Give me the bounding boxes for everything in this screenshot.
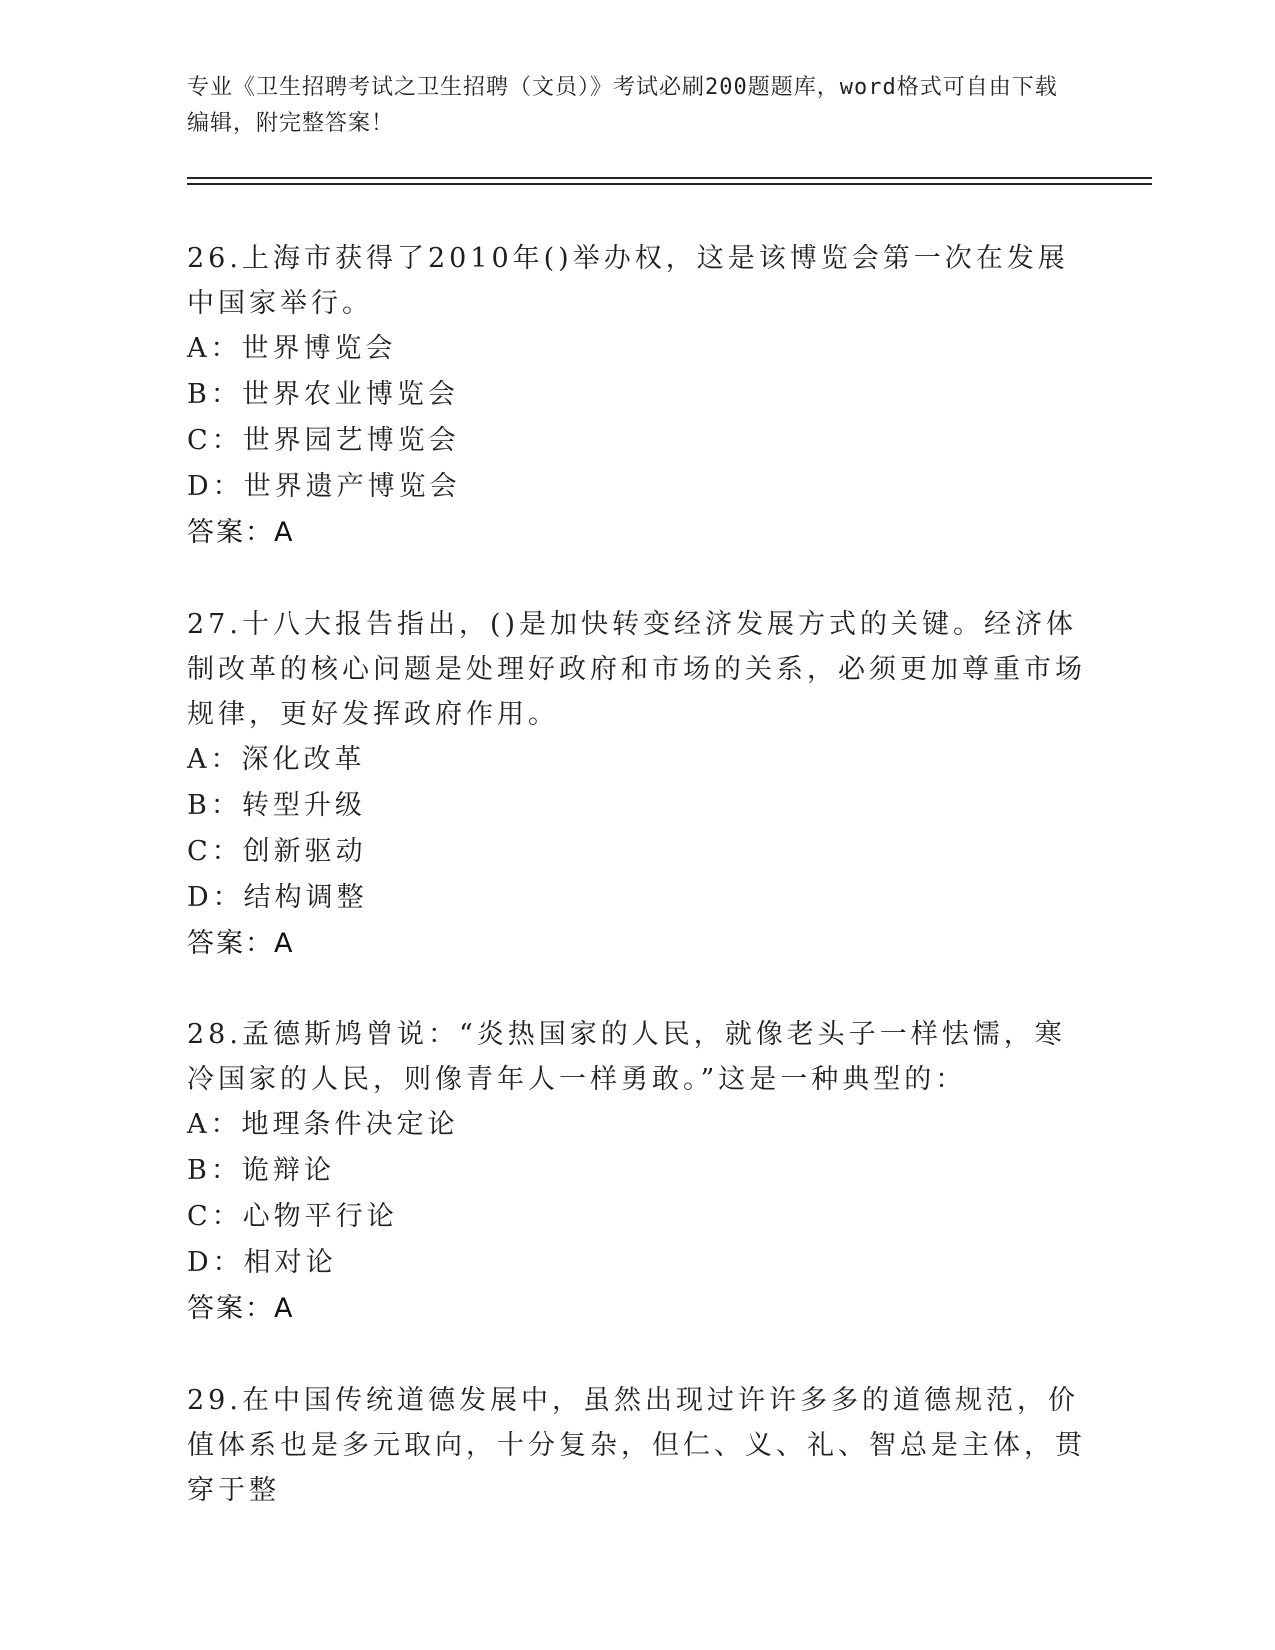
option-text: 深化改革 xyxy=(241,744,366,775)
option-separator: ： xyxy=(211,836,243,867)
question-stem: 27.十八大报告指出，()是加快转变经济发展方式的关键。经济体制改革的核心问题是处理好政府和市场的关系，必须更加尊重市场规律，更好发挥政府作用。 xyxy=(187,609,1086,730)
option-separator: ： xyxy=(211,1201,243,1232)
option-key: A xyxy=(187,1109,211,1140)
option-d xyxy=(187,1240,1087,1286)
option-separator: ： xyxy=(212,471,244,502)
question-stem: 28.孟德斯鸠曾说：“炎热国家的人民，就像老头子一样怯懦，寒冷国家的人民，则像青年人一样勇敢。”这是一种典型的： xyxy=(187,1019,1066,1095)
option-text: 世界农业博览会 xyxy=(241,379,459,410)
option-c xyxy=(187,418,1087,464)
question-stem: 29.在中国传统道德发展中，虽然出现过许许多多的道德规范，价值体系也是多元取向，十分复杂，但仁、义、礼、智总是主体，贯穿于整 xyxy=(187,1385,1086,1506)
option-key: B xyxy=(187,790,211,821)
option-key: D xyxy=(187,471,213,502)
answer: 答案：A xyxy=(187,928,295,959)
option-text: 世界园艺博览会 xyxy=(242,425,460,456)
option-a xyxy=(187,737,1087,783)
question-28 xyxy=(187,1012,1087,1332)
answer: 答案：A xyxy=(187,1293,295,1324)
option-key: B xyxy=(187,379,211,410)
option-separator: ： xyxy=(210,1155,242,1186)
option-separator: ： xyxy=(210,379,242,410)
option-separator: ： xyxy=(210,1109,242,1140)
option-d xyxy=(187,464,1087,510)
option-b xyxy=(187,372,1087,418)
option-key: B xyxy=(187,1155,211,1186)
option-text: 相对论 xyxy=(243,1247,337,1278)
option-key: A xyxy=(187,333,211,364)
option-text: 结构调整 xyxy=(243,882,368,913)
option-b xyxy=(187,1148,1087,1194)
question-26 xyxy=(187,236,1087,556)
option-text: 地理条件决定论 xyxy=(241,1109,459,1140)
option-c xyxy=(187,829,1087,875)
question-27 xyxy=(187,602,1087,967)
option-text: 心物平行论 xyxy=(242,1201,398,1232)
option-text: 转型升级 xyxy=(241,790,366,821)
question-stem: 26.上海市获得了2010年()举办权，这是该博览会第一次在发展中国家举行。 xyxy=(187,243,1069,319)
option-separator: ： xyxy=(210,333,242,364)
header-divider-top xyxy=(187,177,1152,179)
option-text: 诡辩论 xyxy=(241,1155,335,1186)
option-key: C xyxy=(187,836,212,867)
option-a xyxy=(187,1102,1087,1148)
option-key: D xyxy=(187,1247,213,1278)
answer: 答案：A xyxy=(187,517,295,548)
question-29 xyxy=(187,1378,1087,1513)
option-key: C xyxy=(187,1201,212,1232)
option-separator: ： xyxy=(212,882,244,913)
option-text: 创新驱动 xyxy=(242,836,367,867)
option-text: 世界博览会 xyxy=(241,333,397,364)
option-key: C xyxy=(187,425,212,456)
document-header: 专业《卫生招聘考试之卫生招聘（文员）》考试必刷200题题库，word格式可自由下载编辑，附完整答案！ xyxy=(187,75,1058,136)
option-key: A xyxy=(187,744,211,775)
option-separator: ： xyxy=(210,744,242,775)
option-a xyxy=(187,326,1087,372)
option-b xyxy=(187,783,1087,829)
option-d xyxy=(187,875,1087,921)
header-divider-bottom xyxy=(187,183,1152,185)
option-key: D xyxy=(187,882,213,913)
option-c xyxy=(187,1194,1087,1240)
option-separator: ： xyxy=(211,425,243,456)
option-separator: ： xyxy=(210,790,242,821)
option-separator: ： xyxy=(212,1247,244,1278)
option-text: 世界遗产博览会 xyxy=(243,471,461,502)
